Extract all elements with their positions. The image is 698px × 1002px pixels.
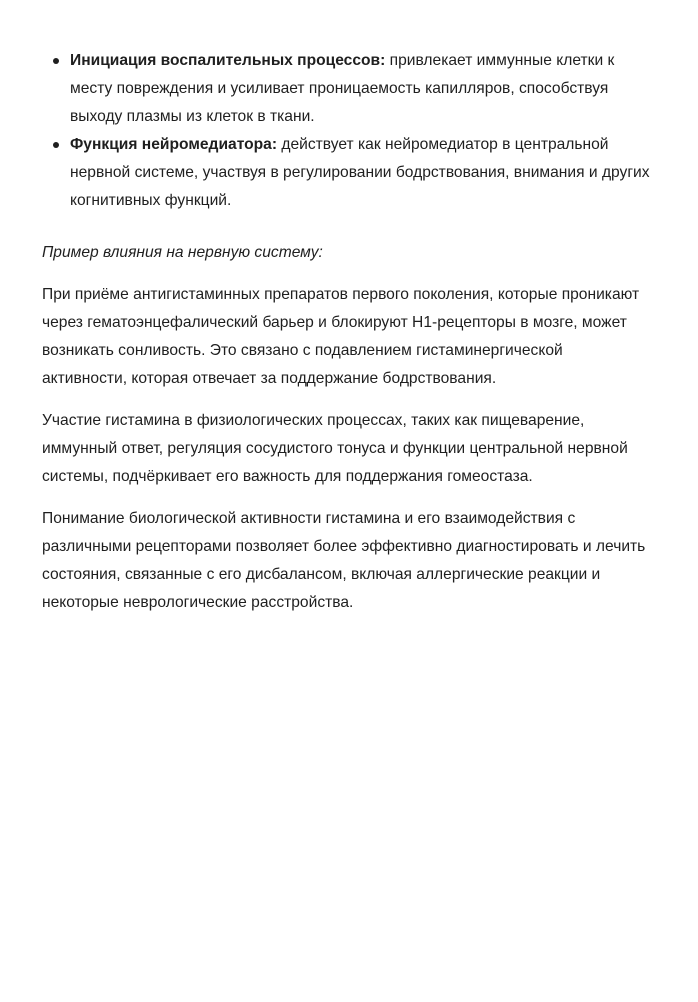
list-item-title: Функция нейромедиатора: [70, 136, 278, 153]
paragraph-physiological-role: Участие гистамина в физиологических процессах, таких как пищеварение, иммунный ответ, регуляция сосудистого тонуса и функции центральной нервной системы, подчёркивает его важность для поддержания гомеостаза. [42, 412, 628, 485]
function-list [42, 47, 652, 215]
list-item [70, 47, 652, 131]
list-item-text: привлекает иммунные клетки к месту повреждения и усиливает проницаемость капилляров, способствуя выходу плазмы из клеток в ткани. [70, 52, 615, 125]
paragraph-conclusion: Понимание биологической активности гистамина и его взаимодействия с различными рецепторами позволяет более эффективно диагностировать и лечить состояния, связанные с его дисбалансом, включая аллергические реакции и некоторые неврологические расстройства. [42, 510, 646, 611]
list-item-title: Инициация воспалительных процессов: [70, 52, 386, 69]
list-item-text: действует как нейромедиатор в центральной нервной системе, участвуя в регулировании бодрствования, внимания и других когнитивных функций. [70, 136, 650, 209]
bullet-icon [53, 142, 59, 148]
bullet-icon [53, 58, 59, 64]
paragraph-antihistamine-effect: При приёме антигистаминных препаратов первого поколения, которые проникают через гематоэнцефалический барьер и блокируют H1-рецепторы в мозге, может возникать сонливость. Это связано с подавлением гистаминергической активности, которая отвечает за поддержание бодрствования. [42, 286, 640, 387]
document-content [42, 47, 652, 617]
list-item [70, 131, 652, 215]
example-heading: Пример влияния на нервную систему: [42, 244, 323, 261]
